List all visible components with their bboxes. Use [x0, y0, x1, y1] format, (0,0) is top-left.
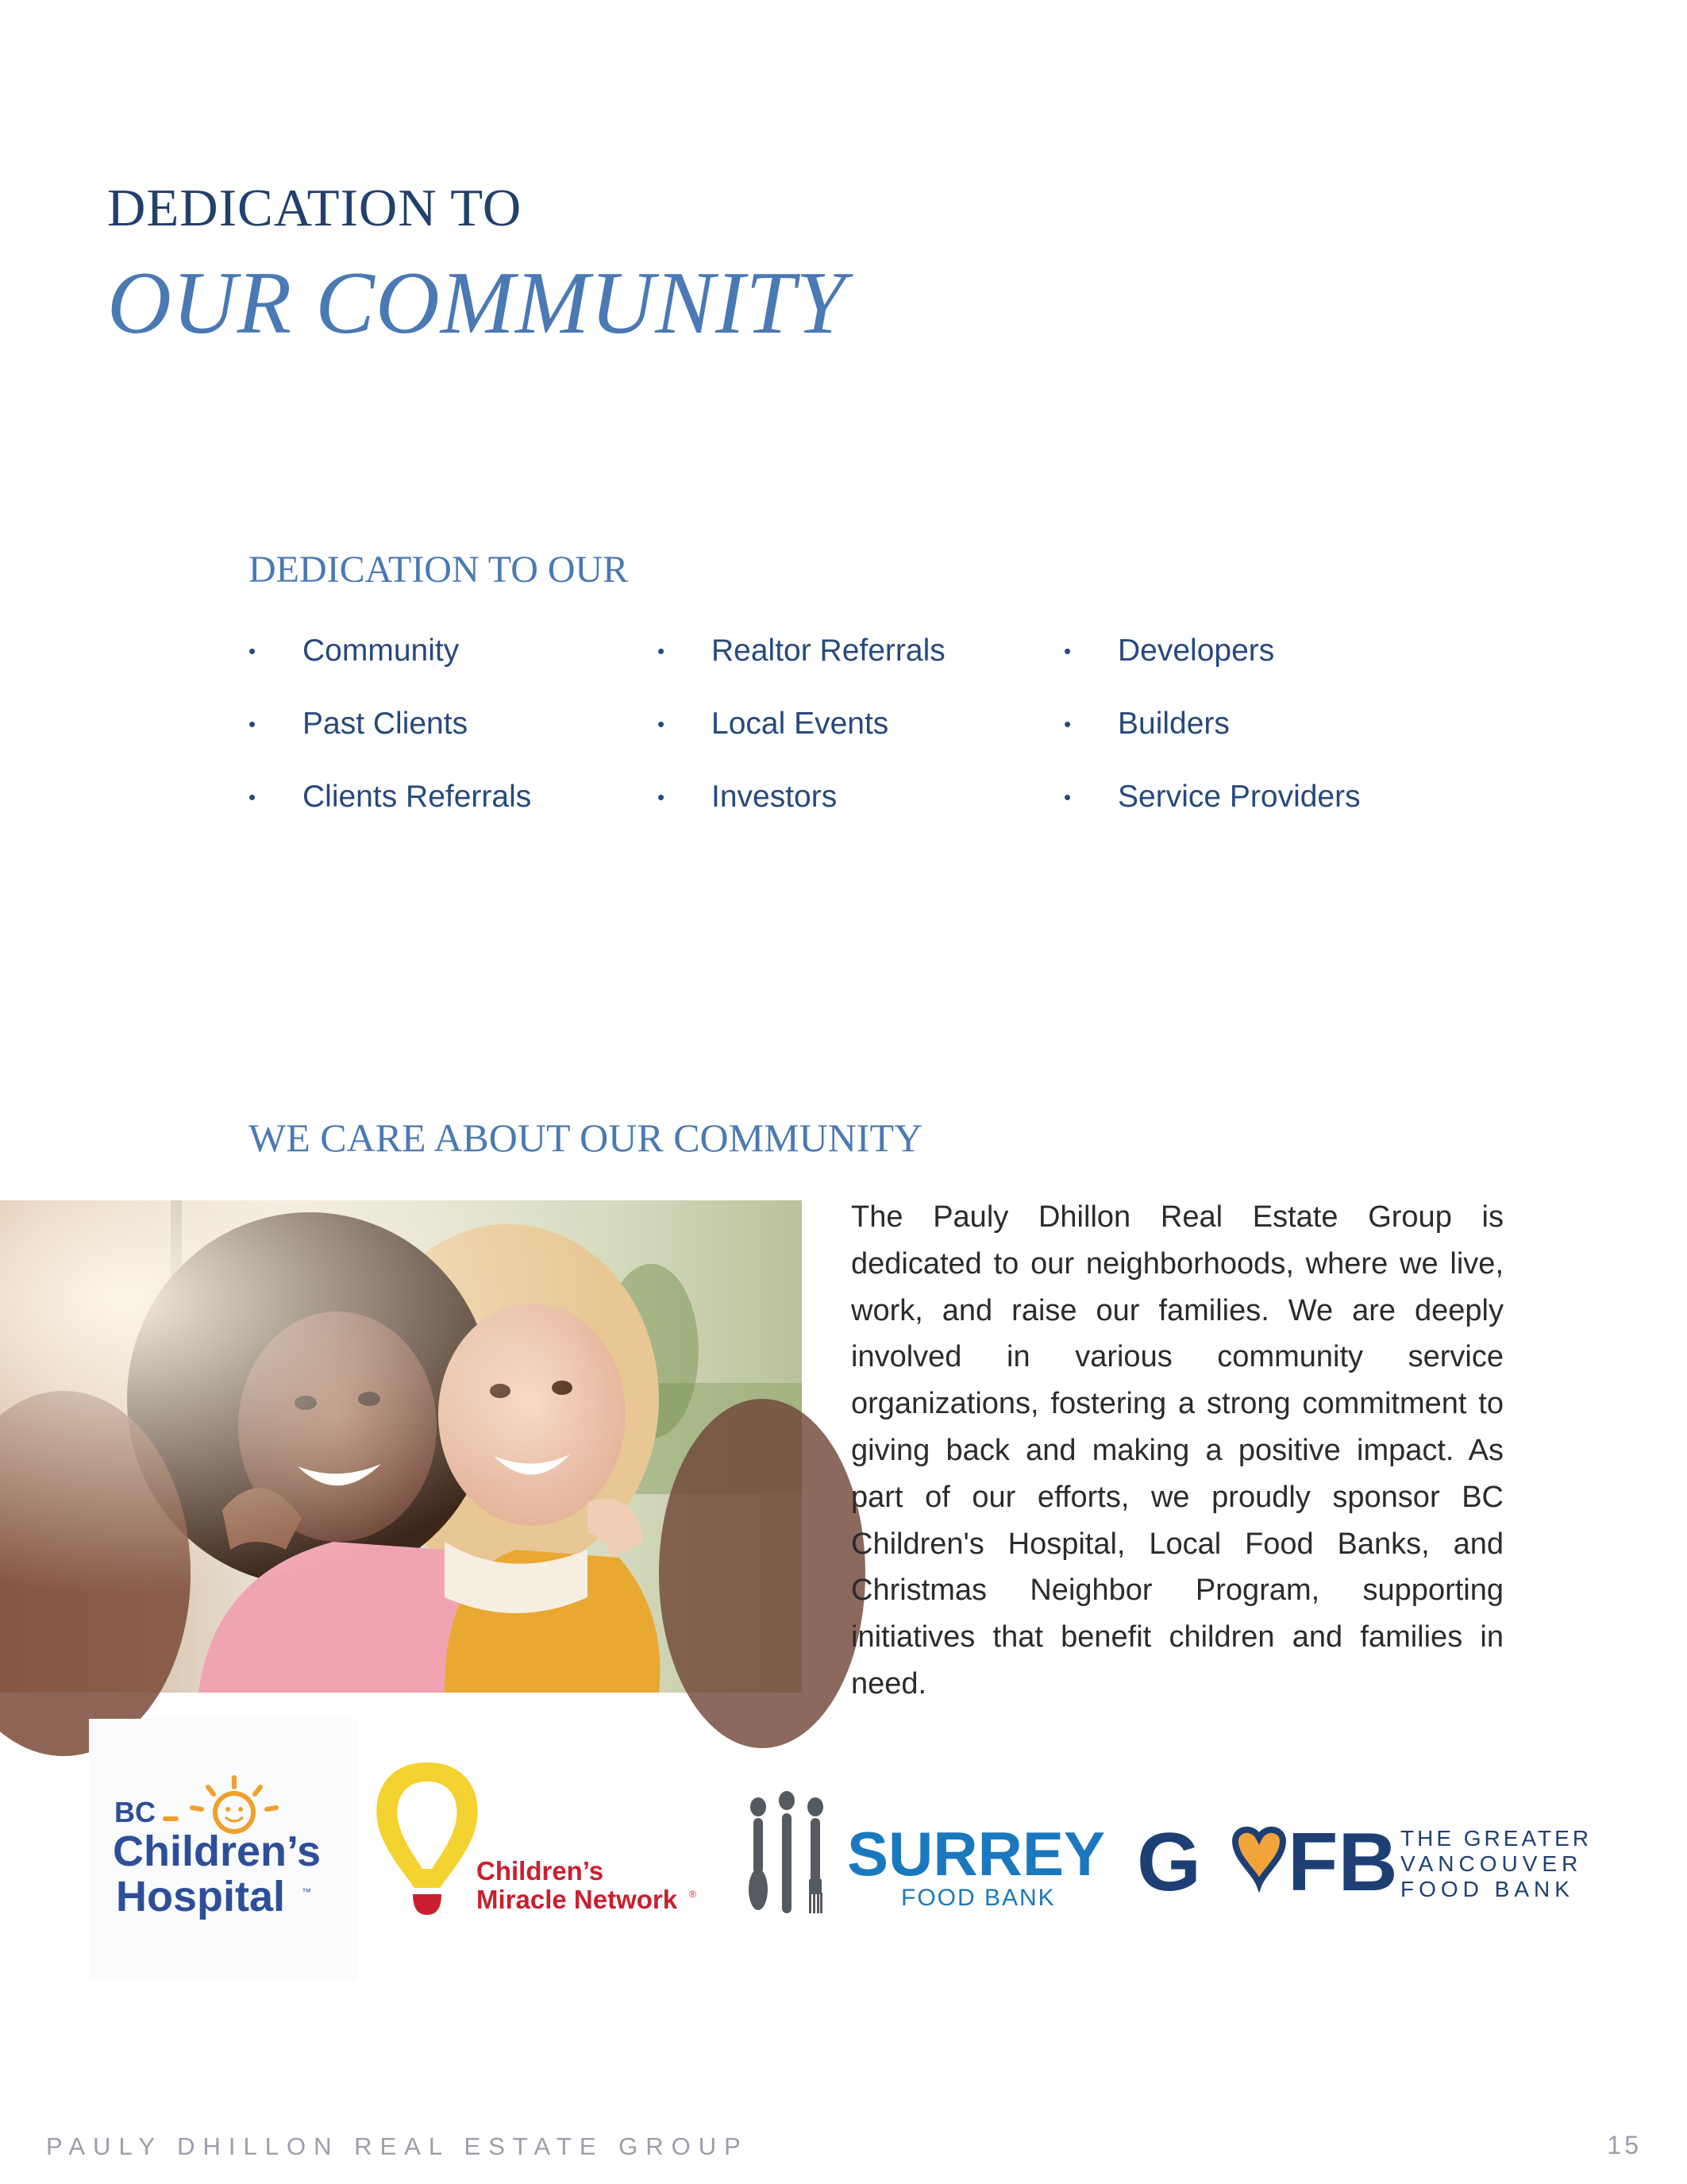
- dedication-column-2: [657, 627, 1054, 846]
- sfb-sub: FOOD BANK: [901, 1885, 1056, 1911]
- bullet-icon: •: [1064, 785, 1072, 809]
- footer-brand: PAULY DHILLON REAL ESTATE GROUP: [46, 2132, 749, 2160]
- gvfb-line3: FOOD BANK: [1400, 1877, 1574, 1901]
- dedication-heading: DEDICATION TO OUR: [248, 549, 629, 591]
- list-item: • Service Providers: [1064, 773, 1461, 846]
- list-item: • Local Events: [657, 700, 1054, 773]
- bcch-tm: ™: [302, 1886, 311, 1897]
- cmn-reg: ®: [689, 1889, 696, 1900]
- list-item: • Community: [248, 627, 645, 700]
- childrens-miracle-network-logo: [372, 1753, 705, 1936]
- greater-vancouver-food-bank-logo: [1137, 1814, 1593, 1909]
- bullet-icon: •: [248, 639, 256, 663]
- list-item: • Builders: [1064, 700, 1461, 773]
- bullet-icon: •: [657, 785, 665, 809]
- bullet-icon: •: [248, 785, 256, 809]
- page-number: 15: [1607, 2131, 1642, 2159]
- list-item: • Developers: [1064, 627, 1461, 700]
- gvfb-mark-fb: FB: [1288, 1816, 1398, 1909]
- list-item: • Investors: [657, 773, 1054, 846]
- page-title-line1: DEDICATION TO: [107, 179, 522, 237]
- sun-icon: [165, 1778, 276, 1832]
- bcch-line3: Hospital: [116, 1873, 286, 1920]
- community-paragraph: The Pauly Dhillon Real Estate Group is dedicated to our neighborhoods, where we live, work, and raise our families. We are deeply involved in various community service organizations, fostering a strong commitment to giving back and making a positive impact. As part of our efforts, we proudly sponsor BC Children's Hospital, Local Food Banks, and Christmas Neighbor Program, supporting initiatives that benefit children and families in need.: [851, 1200, 1504, 1701]
- list-item: • Realtor Referrals: [657, 627, 1054, 700]
- page-title-line2: OUR COMMUNITY: [107, 254, 846, 352]
- sfb-name: SURREY: [847, 1819, 1106, 1889]
- list-item: • Past Clients: [248, 700, 645, 773]
- cmn-line1: Children’s: [476, 1856, 604, 1885]
- bullet-icon: •: [1064, 712, 1072, 736]
- list-item: • Clients Referrals: [248, 773, 645, 846]
- bullet-icon: •: [248, 712, 256, 736]
- heart-icon: [1235, 1830, 1283, 1884]
- gvfb-mark-g: G: [1137, 1816, 1201, 1909]
- bcch-line1: BC: [114, 1796, 156, 1828]
- surrey-food-bank-logo: [742, 1778, 1115, 1921]
- dedication-column-1: [248, 627, 645, 846]
- balloon-icon: [376, 1762, 477, 1915]
- bcch-line2: Children’s: [113, 1828, 322, 1875]
- cutlery-icon: [749, 1791, 823, 1913]
- care-heading: WE CARE ABOUT OUR COMMUNITY: [248, 1115, 923, 1160]
- bc-childrens-hospital-logo: [89, 1719, 357, 1981]
- bullet-icon: •: [657, 712, 665, 736]
- dedication-column-3: [1064, 627, 1461, 846]
- bullet-icon: •: [1064, 639, 1072, 663]
- bullet-icon: •: [657, 639, 665, 663]
- gvfb-line2: VANCOUVER: [1400, 1851, 1583, 1876]
- children-photo: [0, 1200, 802, 1693]
- cmn-line2: Miracle Network: [476, 1885, 678, 1914]
- gvfb-line1: THE GREATER: [1400, 1826, 1593, 1851]
